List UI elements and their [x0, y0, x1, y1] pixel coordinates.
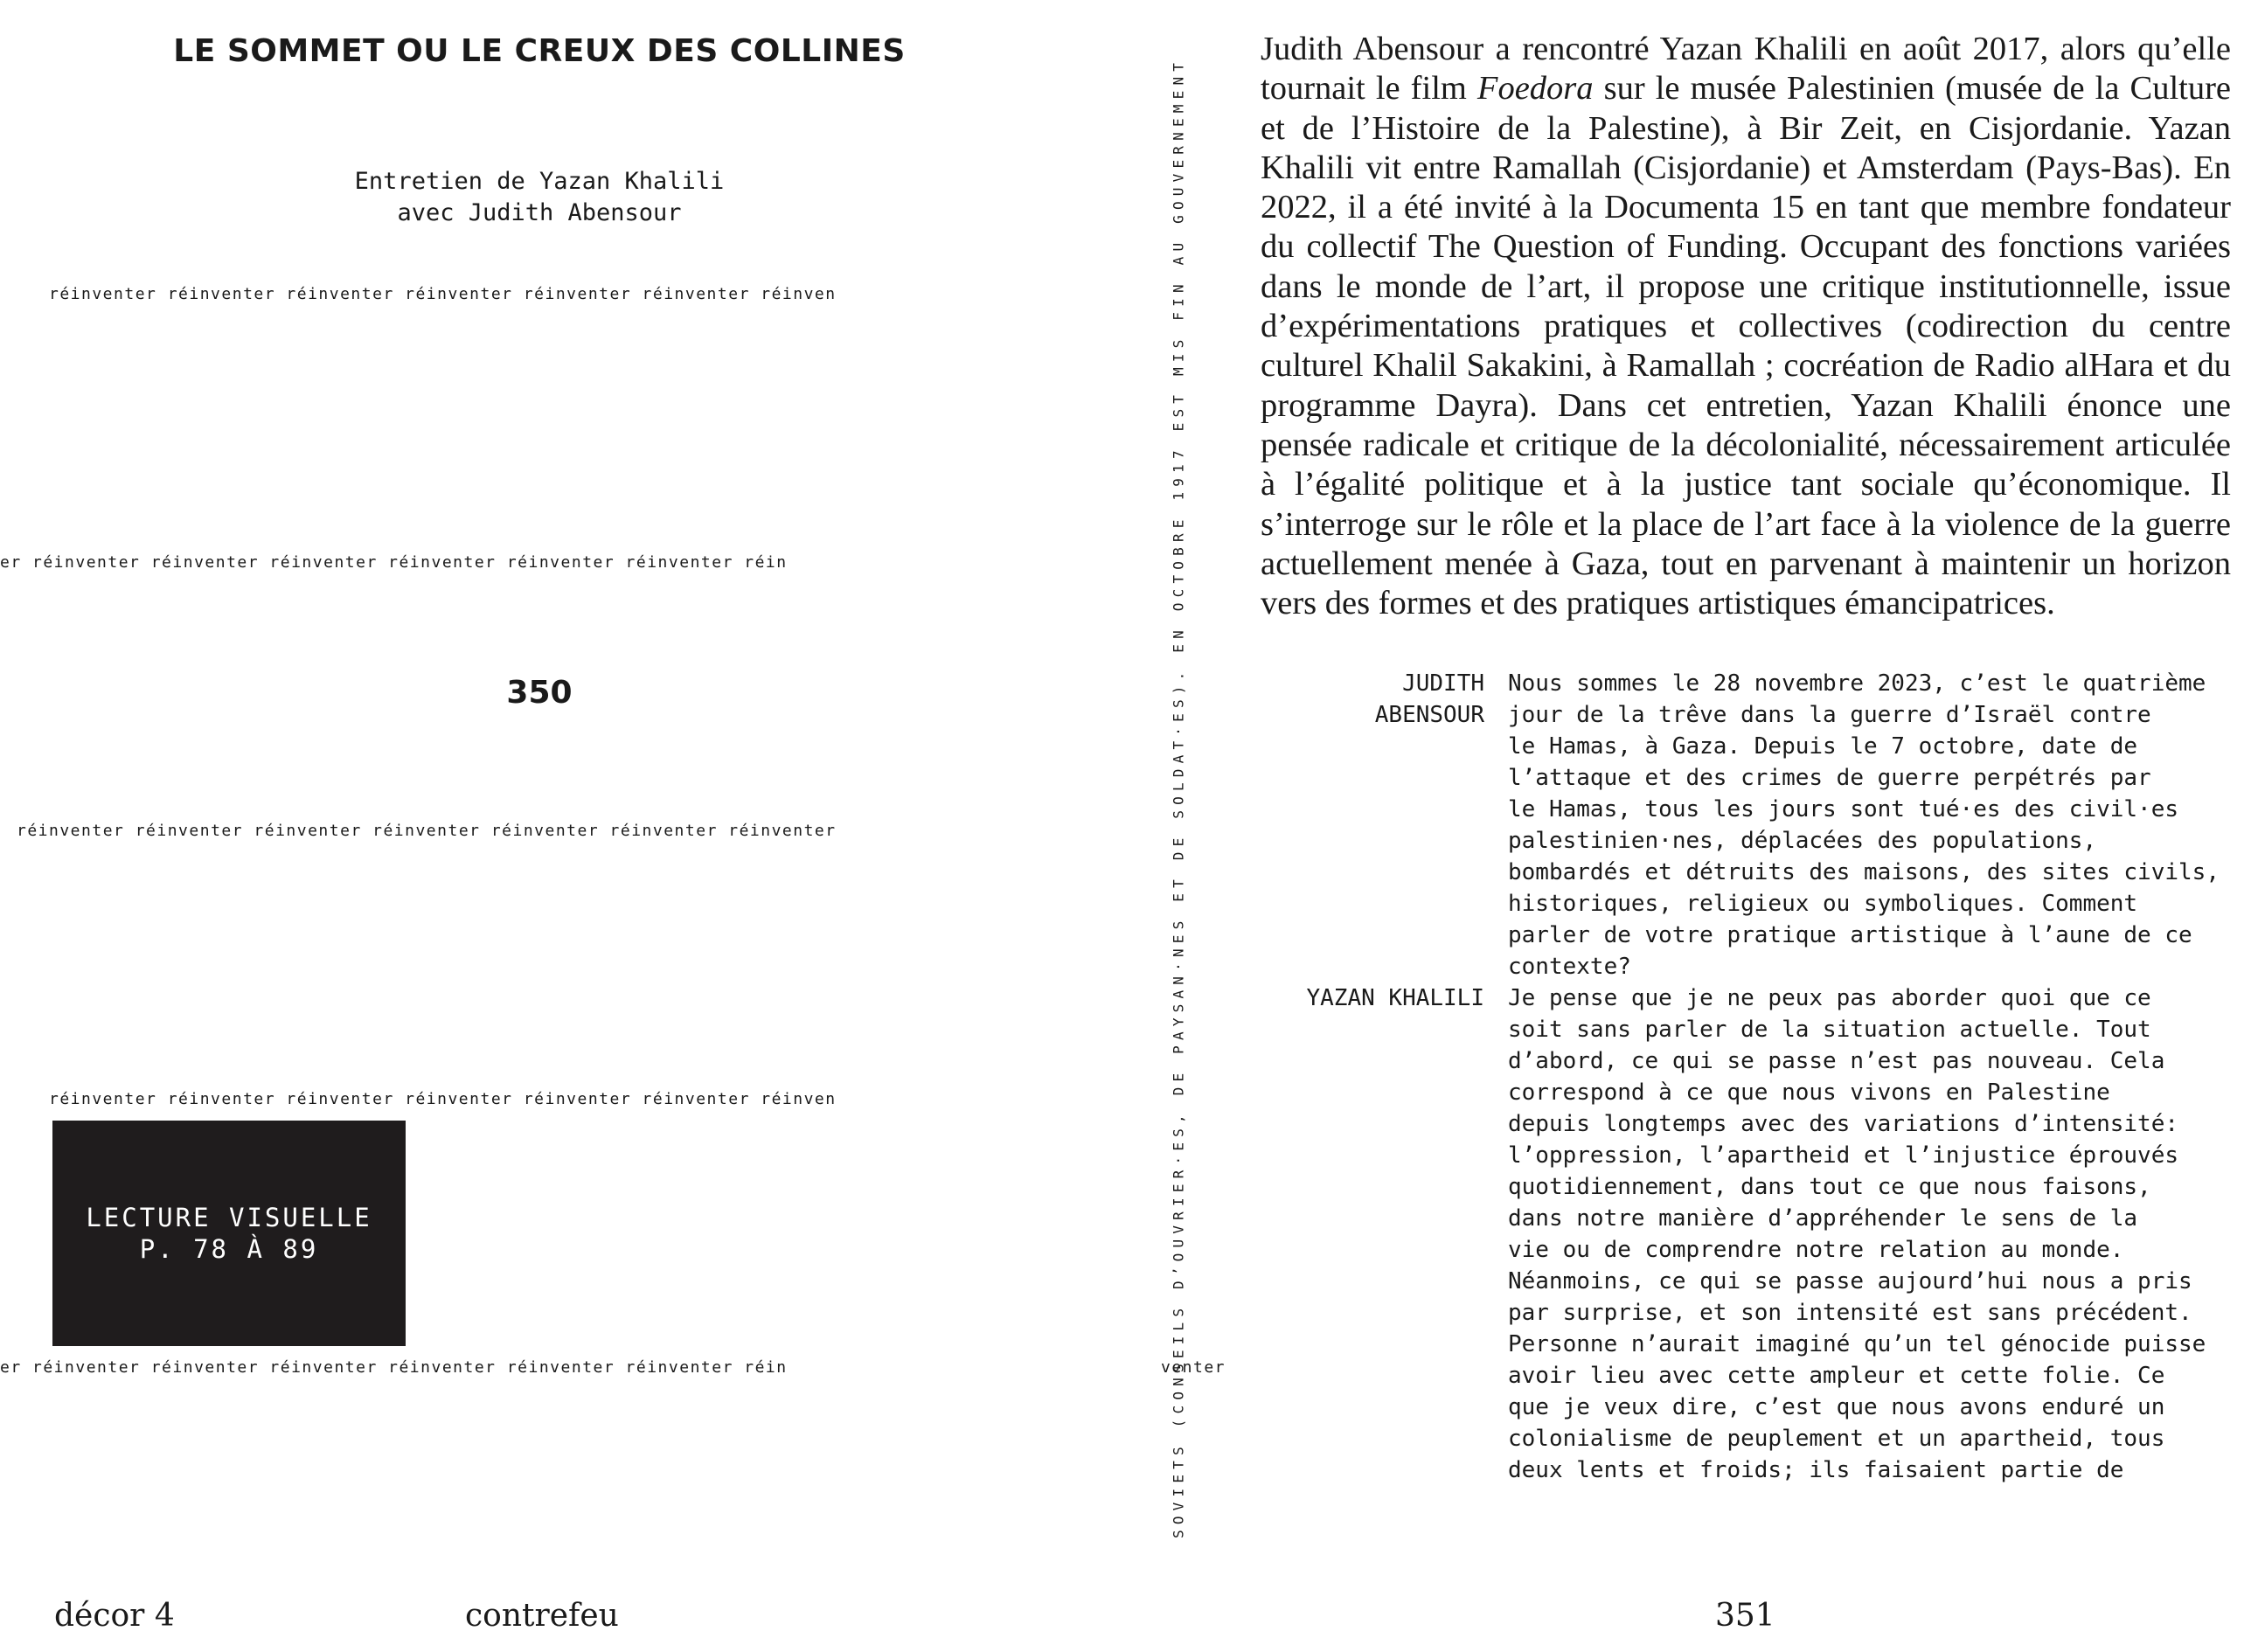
speaker-name: JUDITH ABENSOUR: [1374, 670, 1484, 728]
repeat-word-row: er réinventer réinventer réinventer réinventer réinventer réinventer réin: [0, 553, 788, 572]
footer-section: contrefeu: [465, 1598, 619, 1634]
vertical-running-text: SOVIETS (CONSEILS D’OUVRIER·ES, DE PAYSAN·NES ET DE SOLDAT·ES). EN OCTOBRE 1917 EST MIS FIN AU GOUVERNEMENT: [1170, 57, 1187, 1538]
speech-text: Nous sommes le 28 novembre 2023, c’est le quatrième jour de la trêve dans la guerre d’Israël contre le Hamas, à Gaza. Depuis le 7 octobre, date de l’attaque et des crimes de guerre perpétrés par le Hamas, tous les jours sont tué·es des civil·es palestinien·nes, déplacées des populations, bombardés et détruits des maisons, des sites civils, historiques, religieux ou symboliques. Comment parler de votre pratique artistique à l’aune de ce contexte?: [1508, 670, 2220, 980]
box-line-1: LECTURE VISUELLE: [86, 1202, 372, 1232]
page-number-right: 351: [1715, 1598, 1775, 1634]
speech-text: Je pense que je ne peux pas aborder quoi que ce soit sans parler de la situation actuelle. Tout d’abord, ce qui se passe n’est pas nouveau. Cela correspond à ce que nous vivons en Palestine depuis longtemps avec des variations d’intensité: l’oppression, l’apartheid et l’injustice éprouvés quotidiennement, dans tout ce que nous faisons, dans notre manière d’appréhender le sens de la vie ou de comprendre notre relation au monde. Néanmoins, ce qui se passe aujourd’hui nous a pris par surprise, et son intensité est sans précédent. Personne n’aurait imaginé qu’un tel génocide puisse avoir lieu avec cette ampleur et cette folie. Ce que je veux dire, c’est que nous avons enduré un colonialisme de peuplement et un apartheid, tous deux lents et froids; ils faisaient partie de: [1508, 985, 2206, 1483]
intro-text-end: sur le musée Palestinien (musée de la Culture et de l’Histoire de la Palestine), à Bir Zeit, en Cisjordanie. Yazan Khalili vit entre Ramallah (Cisjordanie) et Amsterdam (Pays-Bas). En 2022, il a été invité à la Documenta 15 en tant que membre fondateur du collectif The Question of Funding. Occupant des fonctions variées dans le monde de l’art, il propose une critique institutionnelle, issue d’expérimentations pratiques et collectives (codirection du centre culturel Khalil Sakakini, à Ramallah ; cocréation de Radio alHara et du programme Dayra). Dans cet entretien, Yazan Khalili énonce une pensée radicale et critique de la décolonialité, nécessairement articulée à l’égalité politique et à la justice tant sociale qu’économique. Il s’interroge sur le rôle et la place de l’art face à la violence de la guerre actuellement menée à Gaza, tout en parvenant à maintenir un horizon vers des formes et des pratiques artistiques émancipatrices.: [1261, 70, 2232, 622]
subtitle-line-1: Entretien de Yazan Khalili: [354, 168, 725, 195]
repeat-word-row: réinventer réinventer réinventer réinventer réinventer réinventer réinven: [49, 285, 837, 303]
vertical-text-column: [1161, 35, 1196, 1538]
repeat-word-row: réinventer réinventer réinventer réinventer réinventer réinventer réinventer: [17, 822, 837, 840]
film-title: Foedora: [1476, 70, 1594, 108]
page-number-left: 350: [506, 675, 573, 711]
intro-paragraph: [1261, 30, 2231, 623]
repeat-word-row: er réinventer réinventer réinventer réinventer réinventer réinventer réin: [0, 1358, 788, 1377]
page-title: LE SOMMET OU LE CREUX DES COLLINES: [173, 33, 906, 69]
footer-publication: décor 4: [54, 1598, 175, 1634]
visual-reading-box: [52, 1121, 406, 1346]
box-line-2: P. 78 À 89: [139, 1234, 319, 1264]
subtitle-line-2: avec Judith Abensour: [397, 199, 682, 226]
intro-text-start: Judith Abensour a rencontré Yazan Khalili en août 2017, alors qu’elle tournait le film: [1261, 31, 2231, 108]
speaker-name: YAZAN KHALILI: [1306, 985, 1484, 1011]
repeat-word-row: réinventer réinventer réinventer réinventer réinventer réinventer réinven: [49, 1090, 837, 1108]
vertical-tail-text: venter: [1161, 1358, 1226, 1377]
